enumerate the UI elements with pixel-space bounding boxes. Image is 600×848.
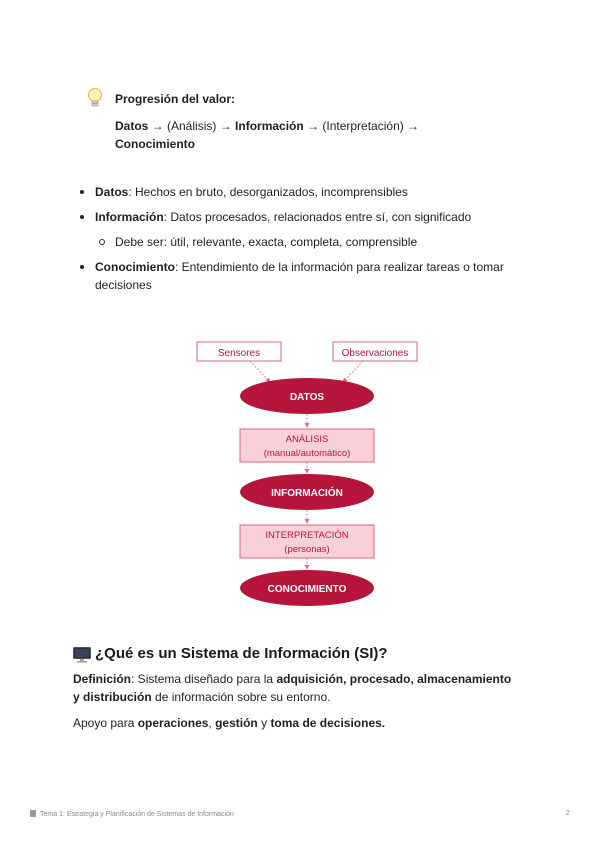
document-icon xyxy=(30,810,36,817)
arrow xyxy=(343,361,363,382)
value-progression: Datos → (Análisis) → Información → (Interpretación) → Conocimiento xyxy=(115,119,420,151)
sensores-label: Sensores xyxy=(217,348,261,359)
informacion-term: Información xyxy=(235,119,304,133)
datos-label: DATOS xyxy=(289,392,325,403)
lightbulb-icon xyxy=(86,87,104,109)
list-item: Datos: Hechos en bruto, desorganizados, incomprensibles xyxy=(74,183,544,201)
interpretacion-label: INTERPRETACIÓN xyxy=(265,530,349,541)
definition-paragraph: Definición: Sistema diseñado para la adquisición, procesado, almacenamiento y distribución de información sobre su entorno. xyxy=(73,672,512,704)
arrow xyxy=(250,361,270,382)
datos-term: Datos xyxy=(115,119,149,133)
section-title: ¿Qué es un Sistema de Información (SI)? xyxy=(95,645,388,662)
list-item: Información: Datos procesados, relacionados entre sí, con significado xyxy=(74,208,544,226)
footer xyxy=(30,810,234,818)
sub-list-item: Debe ser: útil, relevante, exacta, completa, comprensible xyxy=(74,233,544,251)
list-item: Conocimiento: Entendimiento de la información para realizar tareas o tomar decisiones xyxy=(74,258,544,294)
callout-title: Progresión del valor: xyxy=(115,92,236,106)
analisis-label: ANÁLISIS xyxy=(285,434,329,445)
value-diagram xyxy=(195,337,435,607)
conocimiento-label: CONOCIMIENTO xyxy=(267,584,347,595)
support-paragraph: Apoyo para operaciones, gestión y toma de decisiones. xyxy=(73,716,386,730)
analisis-sublabel: (manual/automático) xyxy=(263,448,351,459)
page-number: 2 xyxy=(566,810,570,817)
informacion-label: INFORMACIÓN xyxy=(271,488,343,499)
footer-text: Tema 1: Estrategia y Planificación de Sistemas de Información xyxy=(40,811,234,818)
definitions-list xyxy=(74,183,544,301)
observaciones-label: Observaciones xyxy=(341,348,409,359)
interpretacion-sublabel: (personas) xyxy=(284,544,330,555)
computer-icon xyxy=(73,647,91,663)
conocimiento-term: Conocimiento xyxy=(115,137,195,151)
